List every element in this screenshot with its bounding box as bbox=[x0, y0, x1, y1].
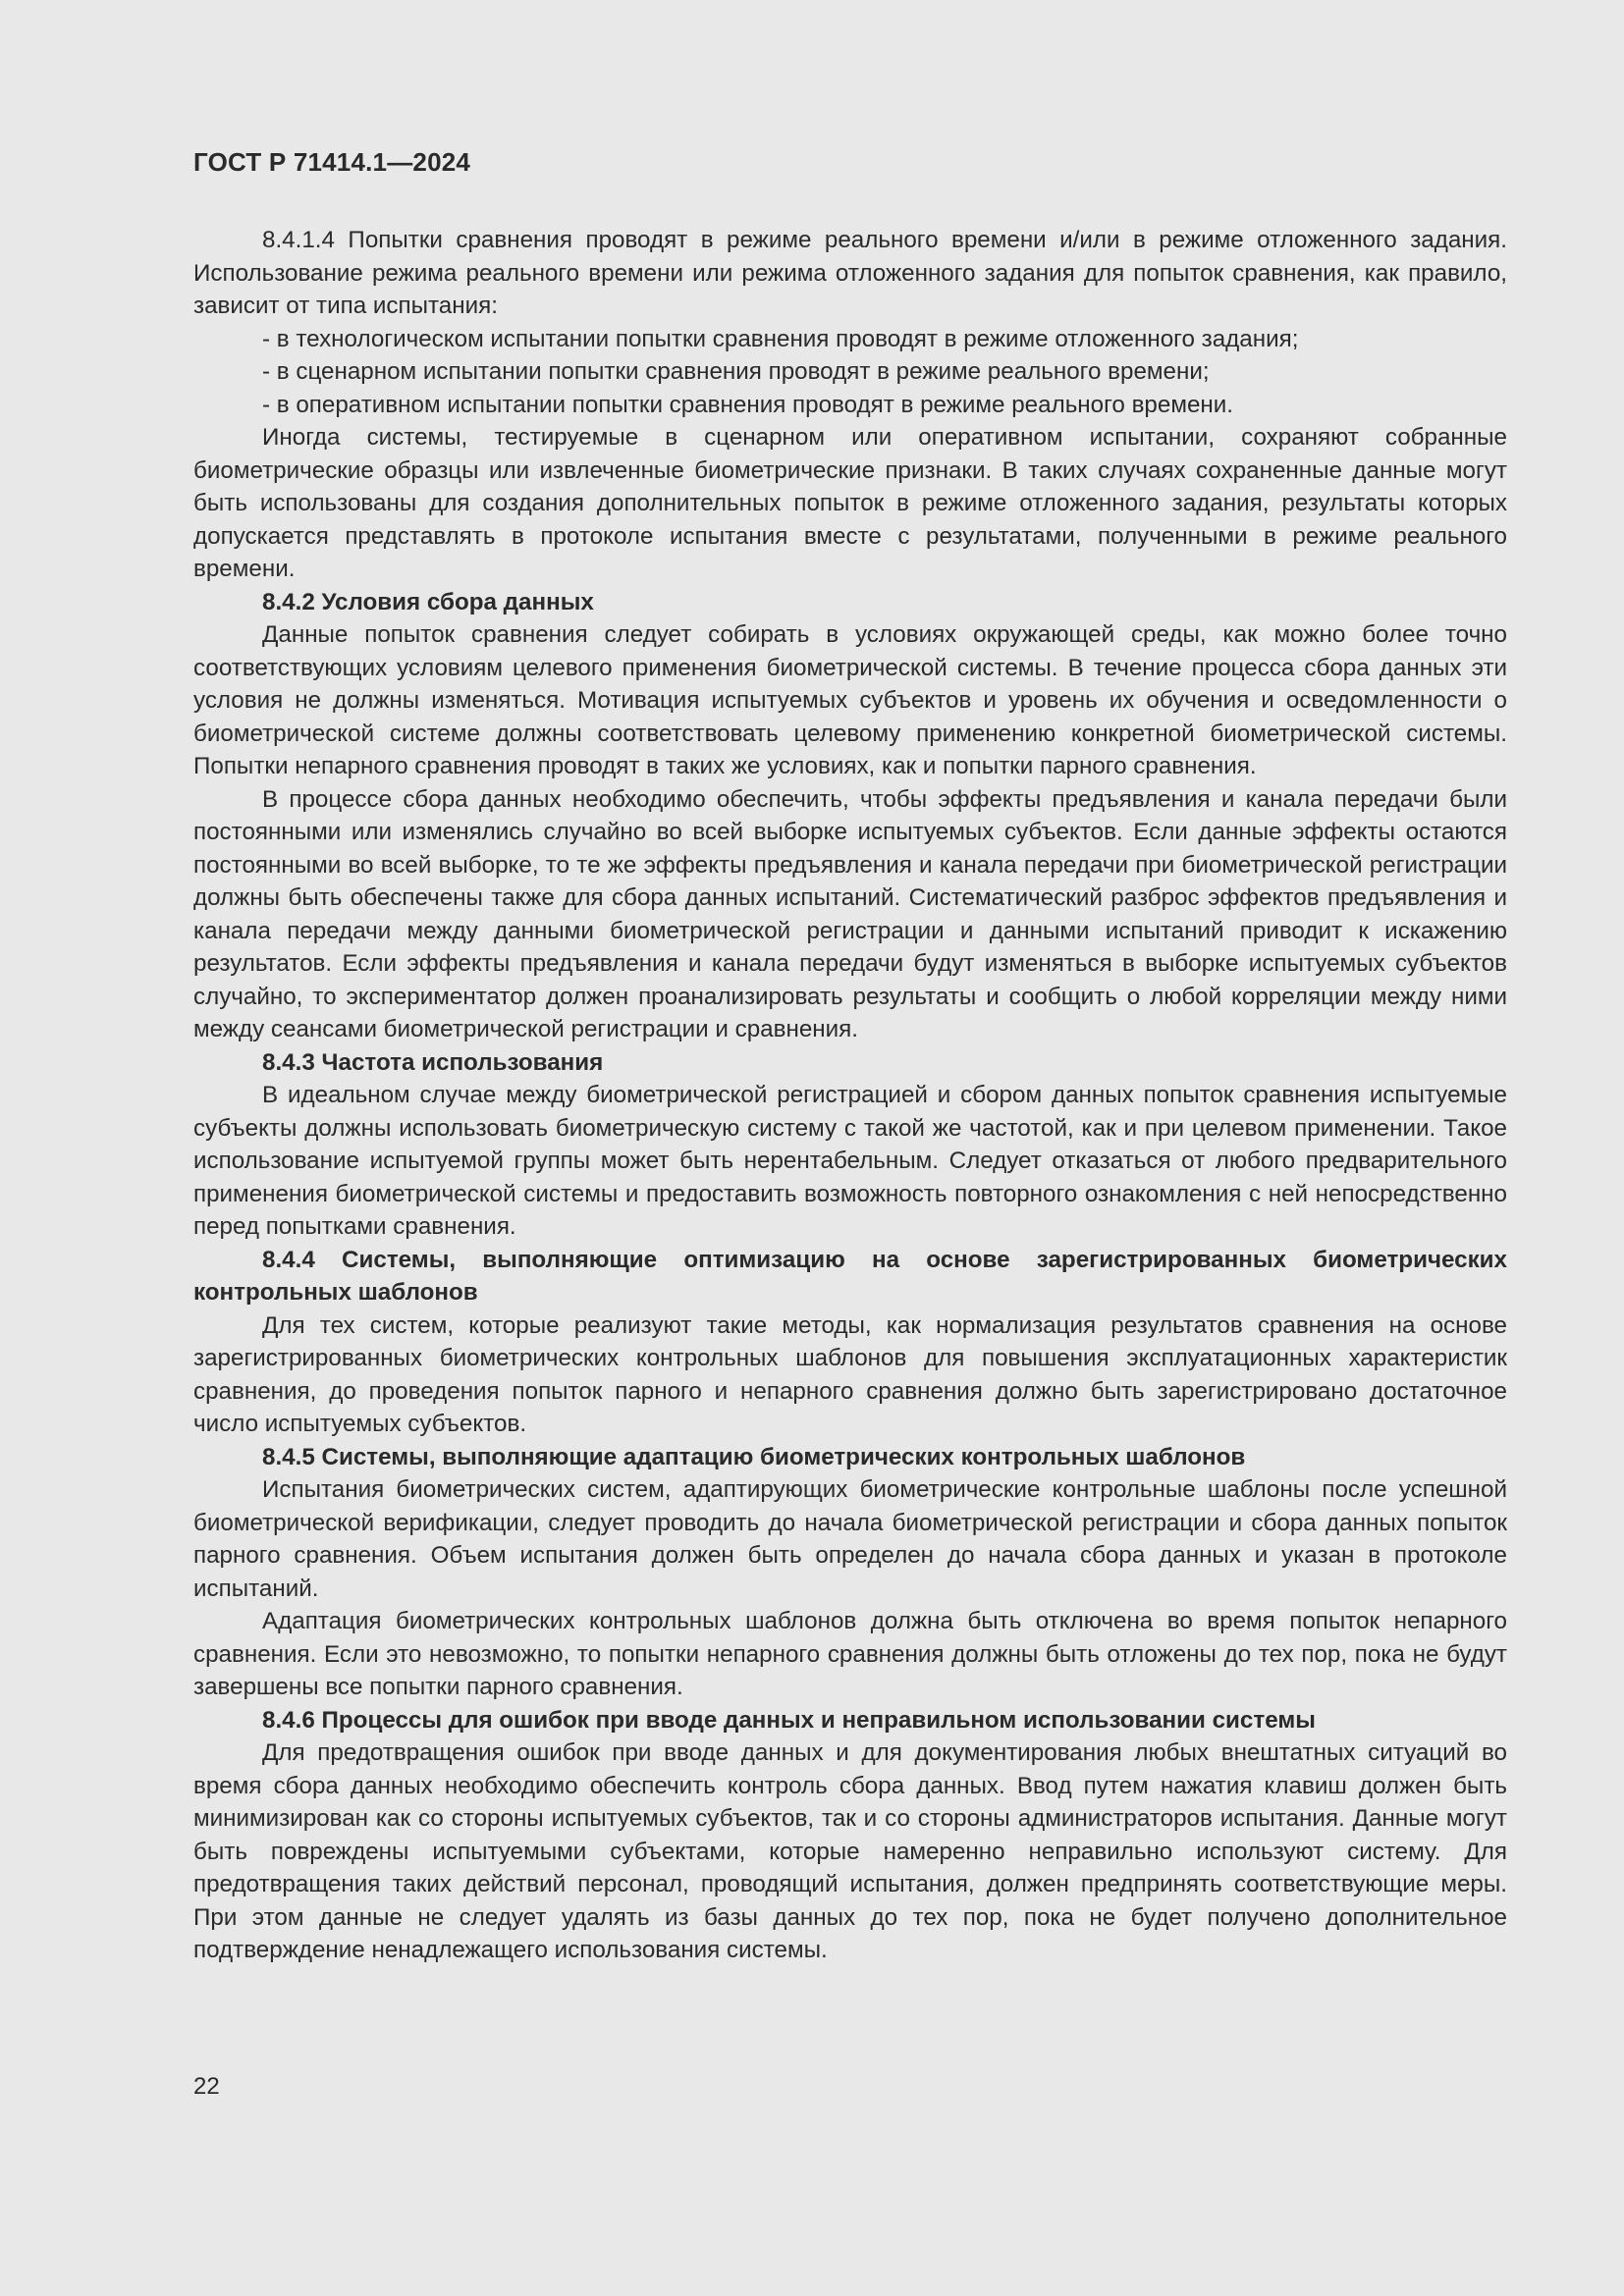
list-item: - в сценарном испытании попытки сравнения проводят в режиме реального времени; bbox=[262, 358, 1210, 385]
section-heading-8-4-6: 8.4.6 Процессы для ошибок при вводе данных и неправильном использовании системы bbox=[262, 1706, 1316, 1734]
body-paragraph: Для предотвращения ошибок при вводе данных и для документирования любых внештатных ситуаций во время сбора данных необходимо обеспечить контроль сбора данных. Ввод путем нажатия клавиш должен быть минимизирован как со стороны испытуемых субъектов, так и со стороны администраторов испытания. Данные могут быть повреждены испытуемыми субъектами, которые намеренно неправильно используют систему. Для предотвращения таких действий персонал, проводящий испытания, должен предпринять соответствующие меры. При этом данные не следует удалять из базы данных до тех пор, пока не будет получено дополнительное подтверждение ненадлежащего использования системы. bbox=[193, 1739, 1507, 1963]
body-paragraph: Данные попыток сравнения следует собирать в условиях окружающей среды, как можно более точно соответствующих условиям целевого применения биометрической системы. В течение процесса сбора данных эти условия не должны изменяться. Мотивация испытуемых субъектов и уровень их обучения и осведомленности о биометрической системе должны соответствовать целевому применению конкретной биометрической системы. Попытки непарного сравнения проводят в таких же условиях, как и попытки парного сравнения. bbox=[193, 621, 1507, 779]
body-paragraph: В идеальном случае между биометрической регистрацией и сбором данных попыток сравнения испытуемые субъекты должны использовать биометрическую систему с такой же частотой, как и при целевом применении. Такое использование испытуемой группы может быть нерентабельным. Следует отказаться от любого предварительного применения биометрической системы и предоставить возможность повторного ознакомления с ней непосредственно перед попытками сравнения. bbox=[193, 1082, 1507, 1240]
list-item: - в оперативном испытании попытки сравнения проводят в режиме реального времени. bbox=[262, 391, 1233, 418]
section-heading-8-4-5: 8.4.5 Системы, выполняющие адаптацию биометрических контрольных шаблонов bbox=[262, 1443, 1246, 1470]
body-paragraph: Адаптация биометрических контрольных шаблонов должна быть отключена во время попыток непарного сравнения. Если это невозможно, то попытки непарного сравнения должны быть отложены до тех пор, пока не будут завершены все попытки парного сравнения. bbox=[193, 1608, 1507, 1700]
body-paragraph: В процессе сбора данных необходимо обеспечить, чтобы эффекты предъявления и канала передачи были постоянными или изменялись случайно во всей выборке испытуемых субъектов. Если данные эффекты остаются постоянными во всей выборке, то те же эффекты предъявления и канала передачи при биометрической регистрации должны быть обеспечены также для сбора данных испытаний. Систематический разброс эффектов предъявления и канала передачи между данными биометрической регистрации и данными испытаний приводит к искажению результатов. Если эффекты предъявления и канала передачи будут изменяться в выборке испытуемых субъектов случайно, то экспериментатор должен проанализировать результаты и сообщить о любой корреляции между ними между сеансами биометрической регистрации и сравнения. bbox=[193, 785, 1507, 1042]
paragraph-8-4-1-4: 8.4.1.4 Попытки сравнения проводят в режиме реального времени и/или в режиме отложенного задания. Использование режима реального времени или режима отложенного задания для попыток сравнения, как правило, зависит от типа испытания: bbox=[193, 227, 1507, 319]
section-heading-8-4-4: 8.4.4 Системы, выполняющие оптимизацию на основе зарегистрированных биометрических контрольных шаблонов bbox=[193, 1246, 1507, 1306]
body-paragraph: Испытания биометрических систем, адаптирующих биометрические контрольные шаблоны после успешной биометрической верификации, следует проводить до начала биометрической регистрации и сбора данных попыток парного сравнения. Объем испытания должен быть определен до начала сбора данных и указан в протоколе испытаний. bbox=[193, 1476, 1507, 1602]
document-header: ГОСТ Р 71414.1—2024 bbox=[193, 147, 471, 177]
body-paragraph: Для тех систем, которые реализуют такие методы, как нормализация результатов сравнения на основе зарегистрированных биометрических контрольных шаблонов для повышения эксплуатационных характеристик сравнения, до проведения попыток парного и непарного сравнения должно быть зарегистрировано достаточное число испытуемых субъектов. bbox=[193, 1311, 1507, 1437]
list-item: - в технологическом испытании попытки сравнения проводят в режиме отложенного задания; bbox=[262, 325, 1299, 352]
section-heading-8-4-3: 8.4.3 Частота использования bbox=[262, 1048, 604, 1076]
body-paragraph: Иногда системы, тестируемые в сценарном или оперативном испытании, сохраняют собранные биометрические образцы или извлеченные биометрические признаки. В таких случаях сохраненные данные могут быть использованы для создания дополнительных попыток в режиме отложенного задания, результаты которых допускается представлять в протоколе испытания вместе с результатами, полученными в режиме реального времени. bbox=[193, 424, 1507, 582]
page-number: 22 bbox=[193, 2073, 220, 2100]
document-body bbox=[193, 224, 1507, 1967]
section-heading-8-4-2: 8.4.2 Условия сбора данных bbox=[262, 588, 594, 615]
